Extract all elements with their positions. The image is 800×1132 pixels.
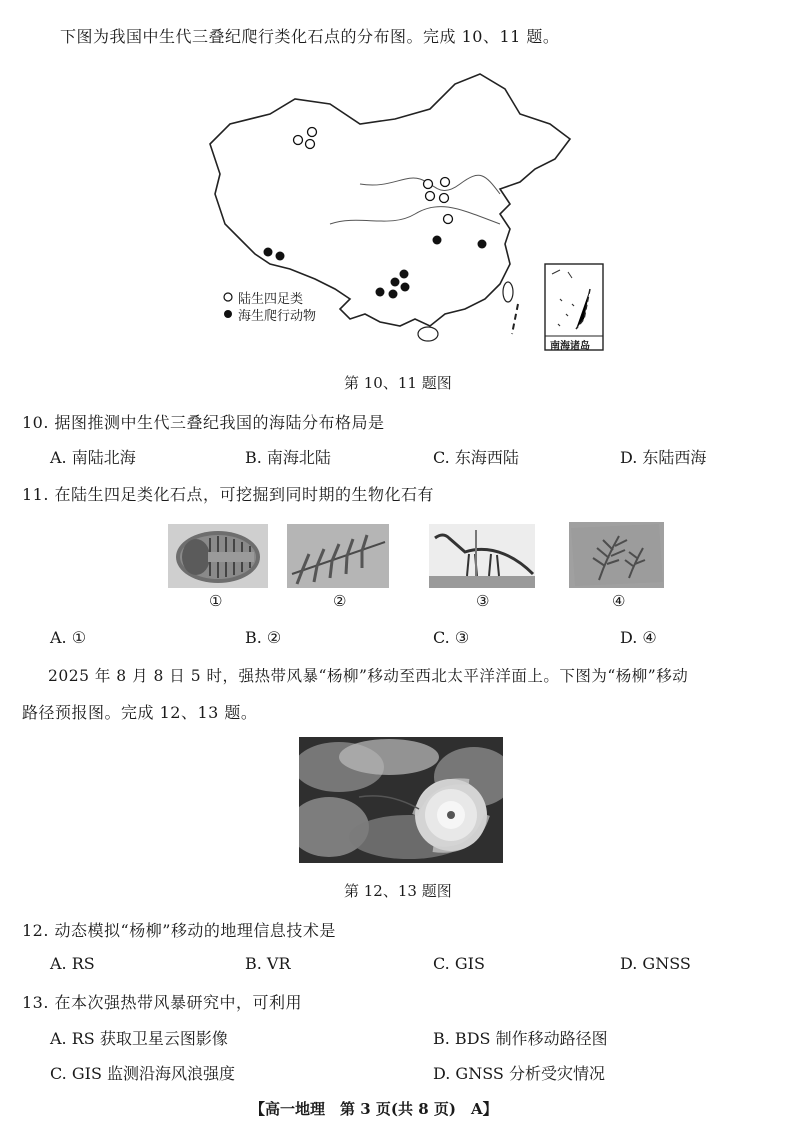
question-12-stem: 12. 动态模拟“杨柳”移动的地理信息技术是 (22, 921, 336, 940)
q12-option-c[interactable]: C. GIS (433, 954, 485, 973)
q10-option-a[interactable]: A. 南陆北海 (50, 448, 136, 467)
inset-label: 南海诸岛 (550, 341, 590, 352)
page-footer: 【高一地理 第 3 页(共 8 页) A】 (250, 1100, 498, 1118)
intro-text-2-line1: 2025 年 8 月 8 日 5 时，强热带风暴“杨柳”移动至西北太平洋洋面上。下图为“杨柳”移动 (48, 667, 689, 685)
fossil-distribution-map (200, 64, 610, 354)
q10-option-b[interactable]: B. 南海北陆 (245, 448, 331, 467)
intro-text-2-line2: 路径预报图。完成 12、13 题。 (22, 703, 258, 722)
q13-option-a[interactable]: A. RS 获取卫星云图影像 (50, 1029, 228, 1048)
trilobite-fossil-image (168, 524, 268, 588)
legend-land-label: 陆生四足类 (238, 292, 304, 307)
storm-caption: 第 12、13 题图 (344, 882, 452, 900)
intro-text-1: 下图为我国中生代三叠纪爬行类化石点的分布图。完成 10、11 题。 (60, 27, 560, 46)
q13-option-b[interactable]: B. BDS 制作移动路径图 (433, 1029, 608, 1048)
fossil-label-4: ④ (612, 592, 626, 610)
q13-option-c[interactable]: C. GIS 监测沿海风浪强度 (50, 1064, 235, 1083)
legend-sea-label: 海生爬行动物 (238, 309, 317, 324)
legend-filled-circle-icon (224, 310, 232, 318)
question-10-stem: 10. 据图推测中生代三叠纪我国的海陆分布格局是 (22, 413, 385, 432)
dinosaur-skeleton-image (429, 524, 535, 588)
q11-option-d[interactable]: D. ④ (620, 628, 657, 647)
question-11-stem: 11. 在陆生四足类化石点，可挖掘到同时期的生物化石有 (22, 485, 435, 504)
q12-option-b[interactable]: B. VR (245, 954, 291, 973)
fossil-label-2: ② (333, 592, 347, 610)
q12-option-d[interactable]: D. GNSS (620, 954, 691, 973)
q11-option-b[interactable]: B. ② (245, 628, 282, 647)
q13-option-d[interactable]: D. GNSS 分析受灾情况 (433, 1064, 605, 1083)
typhoon-satellite-image (299, 737, 503, 863)
q11-option-c[interactable]: C. ③ (433, 628, 470, 647)
fossil-label-3: ③ (476, 592, 490, 610)
fossil-label-1: ① (209, 592, 223, 610)
fern-fossil-image (287, 524, 389, 588)
question-13-stem: 13. 在本次强热带风暴研究中，可利用 (22, 993, 303, 1012)
q12-option-a[interactable]: A. RS (50, 954, 95, 973)
q10-option-c[interactable]: C. 东海西陆 (433, 448, 519, 467)
legend-open-circle-icon (224, 293, 232, 301)
plant-rock-fossil-image (569, 522, 664, 588)
q10-option-d[interactable]: D. 东陆西海 (620, 448, 707, 467)
q11-option-a[interactable]: A. ① (50, 628, 87, 647)
map-caption: 第 10、11 题图 (344, 374, 452, 392)
